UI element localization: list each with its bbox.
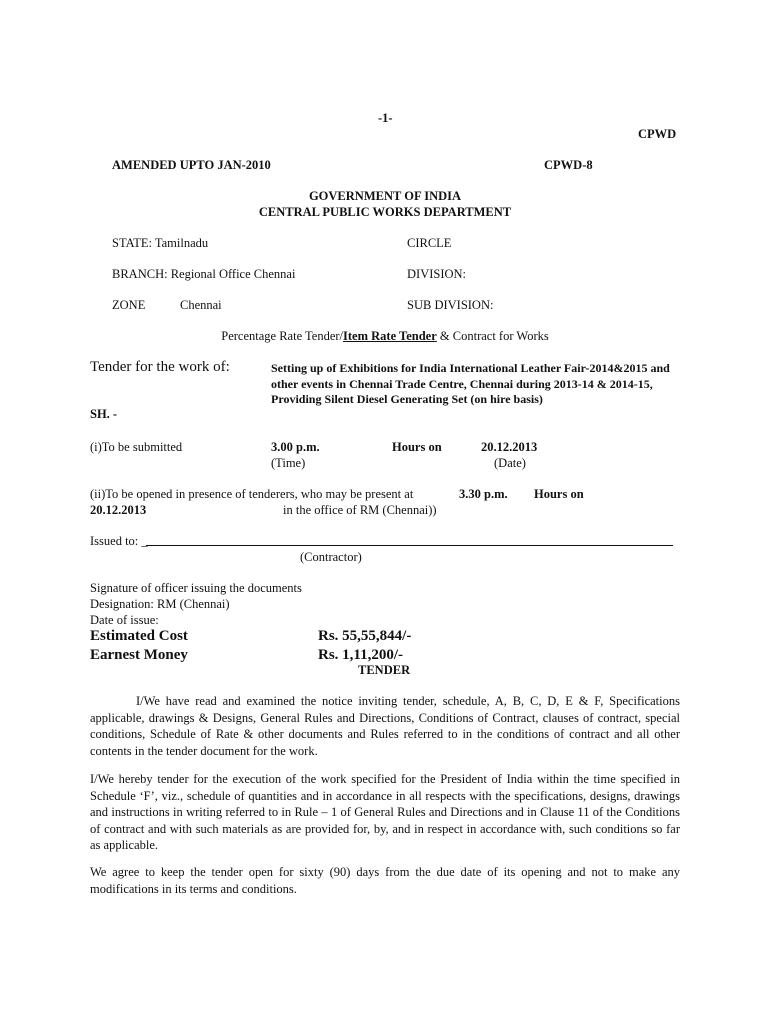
submission-date-caption: (Date) (494, 456, 526, 470)
earnest-money-label: Earnest Money (90, 647, 188, 663)
tender-heading: TENDER (358, 663, 411, 677)
submission-hours-on: Hours on (392, 440, 442, 454)
zone-label: ZONE (112, 298, 146, 312)
zone-value: Chennai (180, 298, 222, 312)
tender-type-contract: & Contract for Works (436, 329, 549, 343)
contractor-caption: (Contractor) (300, 550, 362, 564)
tender-type-line (0, 328, 770, 344)
opening-date: 20.12.2013 (90, 503, 147, 517)
tender-type-item-rate: Item Rate Tender (343, 329, 437, 343)
paragraph-examined: I/We have read and examined the notice inviting tender, schedule, A, B, C, D, E & F, Specifications applicable, drawings & Designs, General Rules and Directions, Conditions of Contract, clauses of contract, special conditions, Schedule of Rate & other documents and Rules referred to in the conditions of contract and all other contents in the tender document for the work. (90, 694, 680, 758)
division-field: DIVISION: (407, 267, 467, 281)
department-heading: CENTRAL PUBLIC WORKS DEPARTMENT (258, 205, 512, 219)
state-field: STATE: Tamilnadu (112, 236, 209, 250)
estimated-cost-value: Rs. 55,55,844/- (318, 628, 412, 644)
date-of-issue: Date of issue: (90, 613, 159, 627)
branch-field: BRANCH: Regional Office Chennai (112, 267, 296, 281)
opening-office: in the office of RM (Chennai)) (283, 503, 437, 517)
sub-division-field: SUB DIVISION: (407, 298, 494, 312)
sh-label: SH. - (90, 407, 118, 421)
issued-to-label: Issued to: _ (90, 534, 148, 548)
paragraph-validity: We agree to keep the tender open for sixty (90) days from the due date of its opening and not to make any modifications in its terms and conditions. (90, 865, 680, 896)
government-heading: GOVERNMENT OF INDIA (308, 189, 462, 203)
opening-label: (ii)To be opened in presence of tenderers, who may be present at (90, 487, 414, 501)
designation-line: Designation: RM (Chennai) (90, 597, 230, 611)
submission-label: (i)To be submitted (90, 440, 183, 454)
signature-line: Signature of officer issuing the documents (90, 581, 302, 595)
org-short-name: CPWD (638, 127, 677, 141)
earnest-money-value: Rs. 1,11,200/- (318, 647, 404, 663)
submission-time: 3.00 p.m. (271, 440, 320, 454)
work-description (271, 361, 683, 408)
estimated-cost-label: Estimated Cost (90, 628, 188, 644)
submission-date: 20.12.2013 (481, 440, 538, 454)
tender-type-percentage: Percentage Rate Tender/ (221, 329, 344, 343)
opening-hours-on: Hours on (534, 487, 584, 501)
submission-time-caption: (Time) (271, 456, 306, 470)
work-description-line-1: Setting up of Exhibitions for India International Leather Fair-2014&2015 and other events in Chennai Trade Centre, Chennai during 2013-14 & 2014-15, (271, 361, 670, 391)
opening-time: 3.30 p.m. (459, 487, 508, 501)
issued-to-line (146, 545, 673, 546)
circle-field: CIRCLE (407, 236, 452, 250)
amended-note: AMENDED UPTO JAN-2010 (112, 158, 271, 172)
work-label: Tender for the work of: (90, 359, 230, 375)
page-number: -1- (378, 111, 393, 125)
paragraph-execution: I/We hereby tender for the execution of the work specified for the President of India within the time specified in Schedule ‘F’, viz., schedule of quantities and in accordance in all respects with the specifications, designs, drawings and instructions in writing referred to in Rule – 1 of General Rules and Directions and in Clause 11 of the Conditions of contract and with such materials as are provided for, by, and in respect in accordance with, such conditions so far as applicable. (90, 772, 680, 852)
form-code: CPWD-8 (544, 158, 593, 172)
work-description-line-2: Providing Silent Diesel Generating Set (on hire basis) (271, 392, 543, 407)
